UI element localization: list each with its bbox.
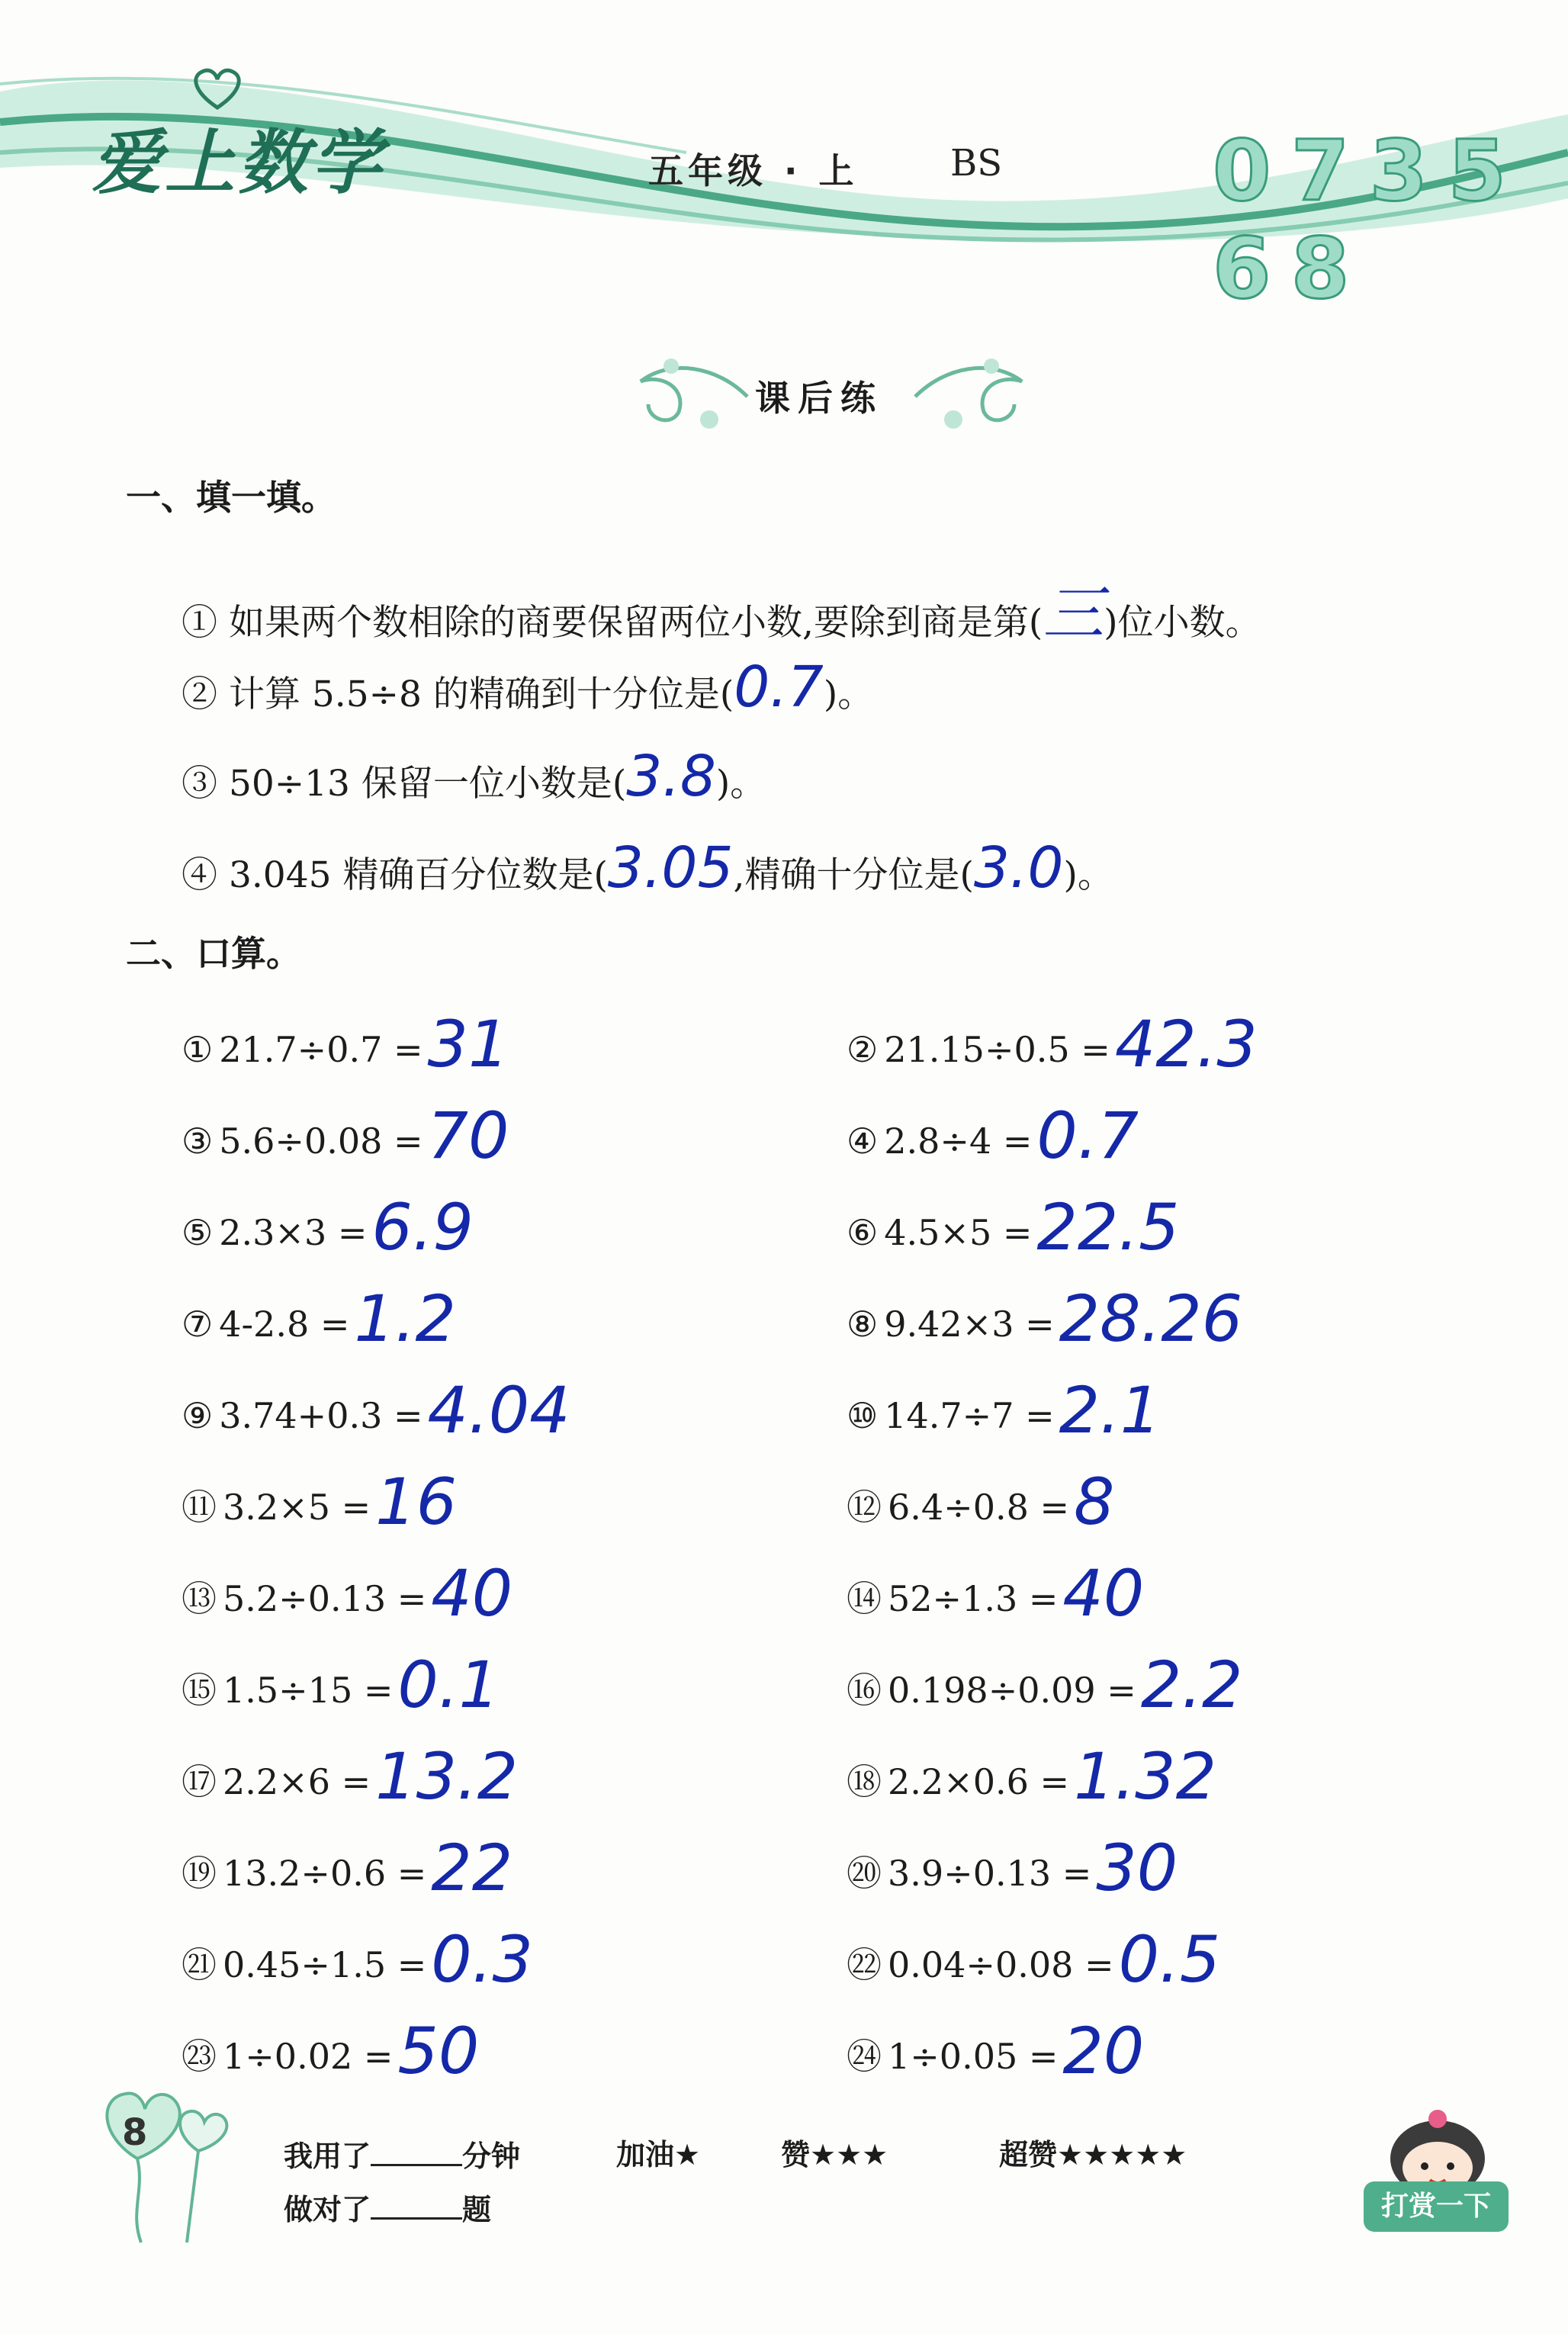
item-number: ⑦: [182, 1304, 214, 1345]
calc-item: [847, 2014, 1144, 2088]
handwritten-answer[interactable]: 1.2: [354, 1281, 456, 1356]
question-number: ②: [182, 674, 217, 715]
calc-item: [847, 1190, 1179, 1265]
edition-label: BS: [950, 142, 1003, 185]
question-number: ③: [182, 763, 217, 805]
item-number: ⑮: [182, 1670, 217, 1711]
fill-question-4: [182, 835, 1113, 901]
part1-heading: 一、填一填。: [126, 477, 336, 518]
handwritten-answer[interactable]: 50: [397, 2014, 480, 2088]
calc-item: [847, 1922, 1220, 1997]
rating-excellent[interactable]: 超赞★★★★★: [999, 2138, 1187, 2172]
question-text-end: )位小数。: [1104, 602, 1261, 644]
item-expression: 2.2×0.6 =: [888, 1761, 1070, 1802]
handwritten-answer[interactable]: 2.2: [1140, 1648, 1243, 1722]
book-title-logo: 爱上数学: [92, 122, 385, 204]
handwritten-answer[interactable]: 16: [375, 1464, 458, 1539]
item-expression: 2.8÷4 =: [884, 1120, 1033, 1162]
question-text: 如果两个数相除的商要保留两位小数,要除到商是第(: [228, 602, 1043, 644]
calc-item: [847, 1739, 1216, 1814]
item-number: ⑩: [847, 1395, 879, 1436]
handwritten-answer[interactable]: 31: [427, 1007, 509, 1082]
time-blank[interactable]: [371, 2141, 462, 2166]
calc-item: [182, 1098, 509, 1173]
calc-item: [847, 1007, 1258, 1082]
item-number: ⑨: [182, 1395, 214, 1436]
question-text-end: )。: [823, 674, 874, 715]
question-text: 50÷13 保留一位小数是(: [228, 763, 627, 805]
item-number: ⑱: [847, 1761, 882, 1802]
handwritten-answer[interactable]: 40: [431, 1556, 513, 1631]
item-expression: 4.5×5 =: [884, 1212, 1033, 1253]
question-number: ④: [182, 854, 217, 896]
rating-encourage[interactable]: 加油★: [616, 2138, 701, 2172]
item-expression: 0.04÷0.08 =: [888, 1944, 1114, 1985]
page-number: 8: [122, 2111, 148, 2154]
handwritten-answer[interactable]: 70: [427, 1098, 509, 1173]
item-expression: 21.7÷0.7 =: [219, 1029, 423, 1070]
item-number: ㉓: [182, 2036, 217, 2077]
girl-mascot-icon: [1373, 2105, 1502, 2189]
rating-good[interactable]: 赞★★★: [781, 2138, 888, 2172]
decorative-digits: 0 7 3 5 6 8: [1213, 122, 1502, 317]
item-expression: 0.45÷1.5 =: [223, 1944, 427, 1985]
time-record: [284, 2133, 520, 2175]
item-expression: 52÷1.3 =: [888, 1578, 1059, 1619]
question-text: 3.045 精确百分位数是(: [228, 854, 608, 896]
calc-item: [182, 1007, 509, 1082]
calc-item: [847, 1648, 1242, 1722]
right-floral-ornament-icon: [908, 336, 1037, 442]
handwritten-answer[interactable]: 0.3: [431, 1922, 533, 1997]
item-number: ㉑: [182, 1944, 217, 1985]
item-expression: 5.6÷0.08 =: [219, 1120, 423, 1162]
item-number: ㉔: [847, 2036, 882, 2077]
item-expression: 3.74+0.3 =: [219, 1395, 423, 1436]
item-number: ②: [847, 1029, 879, 1070]
item-expression: 14.7÷7 =: [884, 1395, 1055, 1436]
item-expression: 2.2×6 =: [223, 1761, 371, 1802]
item-expression: 2.3×3 =: [219, 1212, 368, 1253]
balloon-hearts-icon: [92, 2082, 244, 2250]
item-number: ㉒: [847, 1944, 882, 1985]
item-expression: 0.198÷0.09 =: [888, 1670, 1136, 1711]
item-expression: 1÷0.02 =: [223, 2036, 394, 2077]
time-suffix: 分钟: [462, 2140, 521, 2173]
section-title: 课后练: [755, 378, 883, 419]
handwritten-answer[interactable]: 8: [1074, 1464, 1115, 1539]
handwritten-answer[interactable]: 0.5: [1118, 1922, 1221, 1997]
fill-question-1: [182, 564, 1261, 652]
heart-icon: [191, 66, 244, 111]
handwritten-answer[interactable]: 30: [1096, 1831, 1178, 1905]
calc-item: [182, 1281, 456, 1356]
calc-item: [182, 2014, 479, 2088]
handwritten-answer[interactable]: 4.04: [427, 1373, 570, 1448]
calc-item: [847, 1556, 1144, 1631]
item-number: ⑤: [182, 1212, 214, 1253]
grade-label: 五年级 · 上: [648, 150, 859, 191]
handwritten-answer[interactable]: 0.7: [1036, 1098, 1139, 1173]
handwritten-answer[interactable]: 20: [1062, 2014, 1145, 2088]
handwritten-answer[interactable]: 0.7: [734, 654, 824, 720]
calc-item: [182, 1190, 474, 1265]
handwritten-answer[interactable]: 2.1: [1059, 1373, 1162, 1448]
handwritten-answer[interactable]: 42.3: [1114, 1007, 1258, 1082]
correct-suffix: 题: [462, 2193, 492, 2226]
item-number: ①: [182, 1029, 214, 1070]
fill-question-2: [182, 654, 873, 720]
item-expression: 9.42×3 =: [884, 1304, 1055, 1345]
calc-item: [847, 1373, 1161, 1448]
item-number: ⑯: [847, 1670, 882, 1711]
question-text-end: )。: [715, 763, 766, 805]
correct-blank[interactable]: [371, 2194, 462, 2220]
correct-prefix: 做对了: [284, 2193, 371, 2226]
fill-question-3: [182, 744, 766, 809]
handwritten-answer[interactable]: 6.9: [371, 1190, 474, 1265]
item-number: ③: [182, 1120, 214, 1162]
item-number: ⑳: [847, 1853, 882, 1894]
question-text: 计算 5.5÷8 的精确到十分位是(: [228, 674, 734, 715]
handwritten-answer[interactable]: 1.32: [1074, 1739, 1217, 1814]
item-number: ⑫: [847, 1487, 882, 1528]
item-expression: 3.9÷0.13 =: [888, 1853, 1092, 1894]
item-number: ⑬: [182, 1578, 217, 1619]
question-number: ①: [182, 602, 217, 644]
calc-item: [182, 1464, 457, 1539]
handwritten-answer[interactable]: 22: [431, 1831, 513, 1905]
item-expression: 1.5÷15 =: [223, 1670, 394, 1711]
calc-item: [182, 1648, 500, 1722]
tip-stamp-button[interactable]: 打赏一下: [1364, 2181, 1509, 2232]
calc-item: [847, 1098, 1139, 1173]
left-floral-ornament-icon: [625, 336, 755, 442]
calc-item: [847, 1831, 1178, 1905]
calc-item: [182, 1831, 512, 1905]
calc-item: [182, 1556, 512, 1631]
calc-item: [182, 1739, 518, 1814]
item-expression: 4-2.8 =: [219, 1304, 350, 1345]
question-text-end: )。: [1063, 854, 1113, 896]
handwritten-answer[interactable]: 22.5: [1036, 1190, 1180, 1265]
handwritten-answer-2[interactable]: 3.0: [973, 835, 1064, 901]
item-expression: 1÷0.05 =: [888, 2036, 1059, 2077]
handwritten-answer[interactable]: 13.2: [375, 1739, 519, 1814]
handwritten-answer[interactable]: 0.1: [397, 1648, 500, 1722]
handwritten-answer[interactable]: 三: [1043, 578, 1104, 649]
handwritten-answer[interactable]: 28.26: [1059, 1281, 1243, 1356]
handwritten-answer[interactable]: 40: [1062, 1556, 1145, 1631]
item-number: ④: [847, 1120, 879, 1162]
item-number: ⑪: [182, 1487, 217, 1528]
correct-record: [284, 2186, 491, 2228]
item-number: ⑰: [182, 1761, 217, 1802]
item-expression: 5.2÷0.13 =: [223, 1578, 427, 1619]
part2-heading: 二、口算。: [126, 933, 301, 974]
item-expression: 3.2×5 =: [223, 1487, 371, 1528]
item-number: ⑧: [847, 1304, 879, 1345]
calc-item: [182, 1922, 533, 1997]
item-number: ⑭: [847, 1578, 882, 1619]
question-text-mid: ,精确十分位是(: [733, 854, 974, 896]
handwritten-answer[interactable]: 3.05: [607, 835, 734, 901]
handwritten-answer[interactable]: 3.8: [626, 744, 716, 809]
calc-item: [182, 1373, 570, 1448]
item-expression: 13.2÷0.6 =: [223, 1853, 427, 1894]
calc-item: [847, 1281, 1242, 1356]
item-number: ⑲: [182, 1853, 217, 1894]
calc-item: [847, 1464, 1114, 1539]
item-number: ⑥: [847, 1212, 879, 1253]
item-expression: 6.4÷0.8 =: [888, 1487, 1070, 1528]
item-expression: 21.15÷0.5 =: [884, 1029, 1110, 1070]
time-prefix: 我用了: [284, 2140, 371, 2173]
